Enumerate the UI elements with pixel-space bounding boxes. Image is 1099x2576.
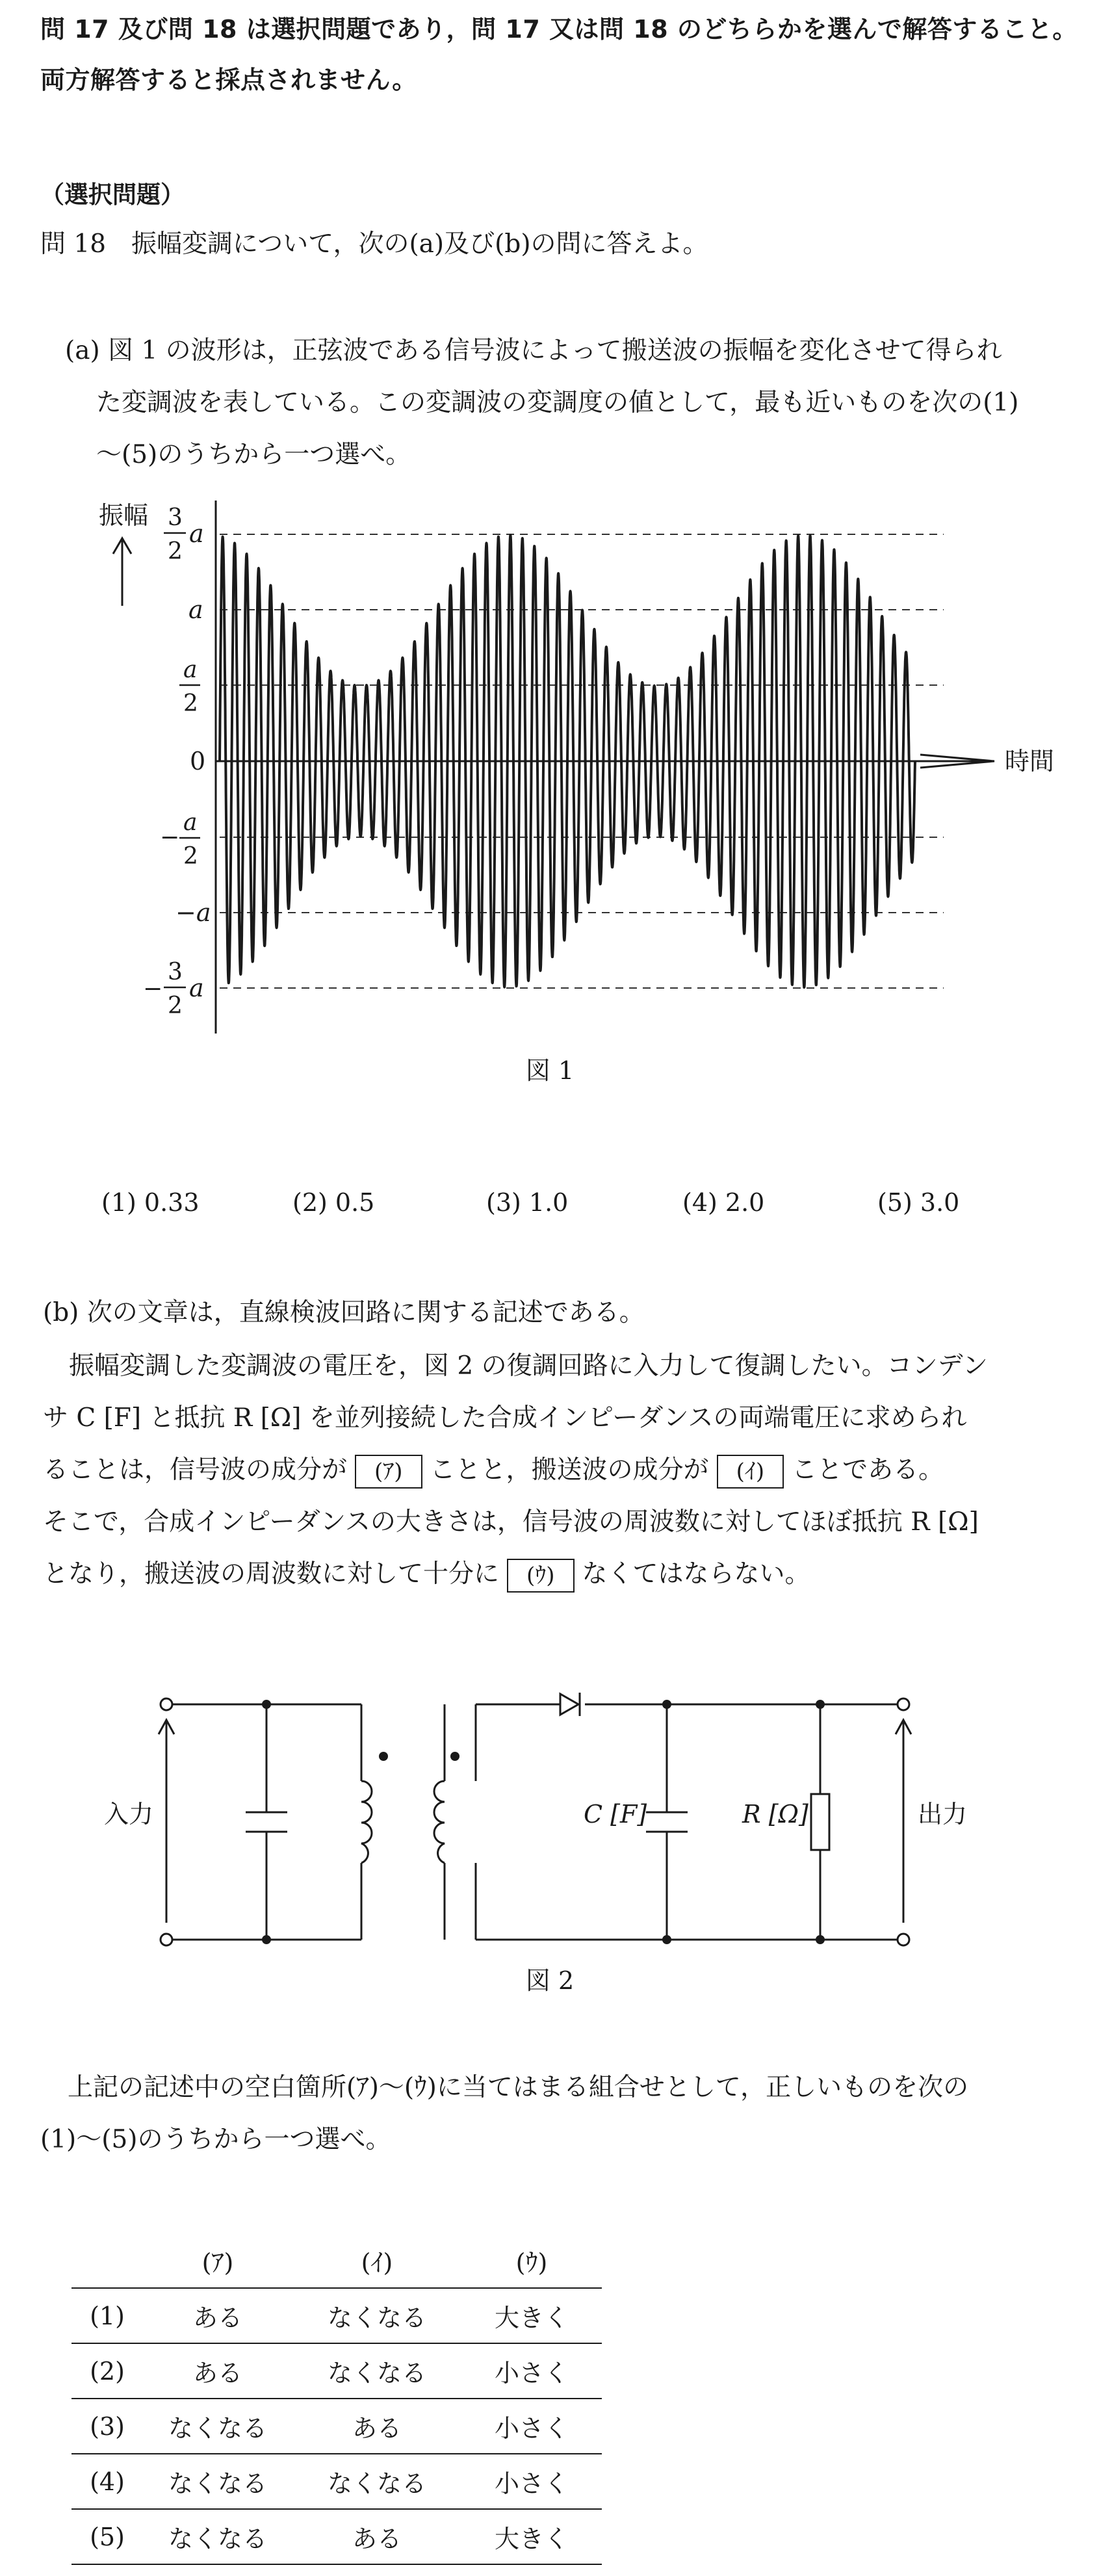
section-label: （選択問題） xyxy=(40,181,185,209)
table-row[interactable]: (3) なくなる ある 小さく xyxy=(71,2399,602,2454)
part-a-line-3: ～(5)のうちから一つ選べ。 xyxy=(96,440,411,469)
primary-polarity-dot-icon xyxy=(379,1752,388,1761)
choice-a-1[interactable]: (1) 0.33 xyxy=(101,1188,200,1217)
part-b-intro: (b) 次の文章は，直線検波回路に関する記述である。 xyxy=(43,1298,645,1327)
figure-2-caption: 図 2 xyxy=(525,1966,575,1995)
tick-minus-half-a-denominator: 2 xyxy=(183,843,198,870)
tick-minus-half-a-sign: − xyxy=(160,824,180,851)
tick-minus-half-a-numerator: a xyxy=(183,809,198,836)
header-blank-a: (ｱ) xyxy=(201,2248,234,2277)
figure-2-circuit xyxy=(0,1664,1099,2002)
table-row[interactable]: (2) ある なくなる 小さく xyxy=(71,2343,602,2399)
part-b-line-2: サ C [F] と抵抗 R [Ω] を並列接続した合成インピーダンスの両端電圧に求められ xyxy=(43,1403,967,1433)
resistor-label: R [Ω] xyxy=(742,1800,808,1828)
notice-line-1: 問 17 及び問 18 は選択問題であり，問 17 又は問 18 のどちらかを選んで解答すること。 xyxy=(40,15,1078,44)
figure-1-caption: 図 1 xyxy=(525,1056,575,1085)
output-terminal-bottom-icon xyxy=(898,1934,909,1945)
table-header-row xyxy=(71,2233,602,2288)
output-label: 出力 xyxy=(918,1800,968,1828)
part-a-line-1: (a) 図 1 の波形は，正弦波である信号波によって搬送波の振幅を変化させて得られ xyxy=(65,336,1002,365)
input-terminal-bottom-icon xyxy=(161,1934,172,1945)
tick-minus-1-5a-a: a xyxy=(189,974,204,1002)
secondary-coil-icon xyxy=(434,1781,445,1863)
x-axis-label: 時間 xyxy=(1005,747,1055,775)
tick-minus-1-5a-numerator: 3 xyxy=(168,959,183,985)
resistor-icon xyxy=(811,1794,829,1850)
tick-plus-a: a xyxy=(188,595,203,624)
part-a-line-2: た変調波を表している。この変調波の変調度の値として，最も近いものを次の(1) xyxy=(96,388,1019,417)
tick-minus-a: −a xyxy=(175,898,211,927)
tick-plus-1-5a-numerator: 3 xyxy=(168,504,183,531)
primary-coil-icon xyxy=(361,1781,372,1863)
tick-plus-half-a-numerator: a xyxy=(183,657,198,683)
table-row[interactable]: (1) ある なくなる 大きく xyxy=(71,2288,602,2343)
instruction-line-1: 上記の記述中の空白箇所(ｱ)～(ｳ)に当てはまる組合せとして，正しいものを次の xyxy=(68,2073,969,2102)
blank-c: (ｳ) xyxy=(507,1559,575,1593)
figure-1-waveform xyxy=(0,481,1099,1086)
tick-minus-1-5a-sign: − xyxy=(143,976,163,1002)
output-terminal-top-icon xyxy=(898,1698,909,1710)
secondary-polarity-dot-icon xyxy=(450,1752,459,1761)
junction-dots xyxy=(262,1700,825,1944)
part-b-line-5: となり，搬送波の周波数に対して十分に (ｳ) なくてはならない。 xyxy=(43,1548,810,1600)
tick-zero: 0 xyxy=(190,747,206,775)
choice-a-2[interactable]: (2) 0.5 xyxy=(292,1188,375,1217)
capacitor-label: C [F] xyxy=(584,1800,647,1828)
choice-a-4[interactable]: (4) 2.0 xyxy=(682,1188,765,1217)
notice-line-2: 両方解答すると採点されません。 xyxy=(40,66,417,94)
part-b-line-1: 振幅変調した変調波の電圧を，図 2 の復調回路に入力して復調したい。コンデン xyxy=(69,1351,988,1381)
input-label: 入力 xyxy=(104,1800,154,1828)
table-row[interactable]: (4) なくなる なくなる 小さく xyxy=(71,2454,602,2509)
input-terminal-top-icon xyxy=(161,1698,172,1710)
choice-a-3[interactable]: (3) 1.0 xyxy=(486,1188,569,1217)
blank-a: (ｱ) xyxy=(355,1455,422,1489)
table-row[interactable]: (5) なくなる ある 大きく xyxy=(71,2509,602,2564)
question-title: 問 18 振幅変調について，次の(a)及び(b)の問に答えよ。 xyxy=(40,229,708,259)
choice-a-5[interactable]: (5) 3.0 xyxy=(877,1188,960,1217)
header-blank-b: (ｲ) xyxy=(361,2248,393,2277)
tick-plus-1-5a-denominator: 2 xyxy=(168,538,183,565)
part-b-line-3: ることは，信号波の成分が (ｱ) ことと，搬送波の成分が (ｲ) ことである。 xyxy=(43,1444,944,1496)
part-b-line-4: そこで，合成インピーダンスの大きさは，信号波の周波数に対してほぼ抵抗 R [Ω] xyxy=(43,1507,979,1537)
instruction-line-2: (1)～(5)のうちから一つ選べ。 xyxy=(40,2125,391,2154)
diode-icon xyxy=(560,1694,578,1715)
tick-plus-half-a-denominator: 2 xyxy=(183,690,198,717)
tick-minus-1-5a-denominator: 2 xyxy=(168,993,183,1019)
tick-plus-1-5a-a: a xyxy=(189,519,204,548)
answer-table xyxy=(71,2233,602,2565)
header-blank-c: (ｳ) xyxy=(515,2248,548,2277)
blank-b: (ｲ) xyxy=(717,1455,784,1489)
y-axis-label: 振幅 xyxy=(99,501,149,530)
